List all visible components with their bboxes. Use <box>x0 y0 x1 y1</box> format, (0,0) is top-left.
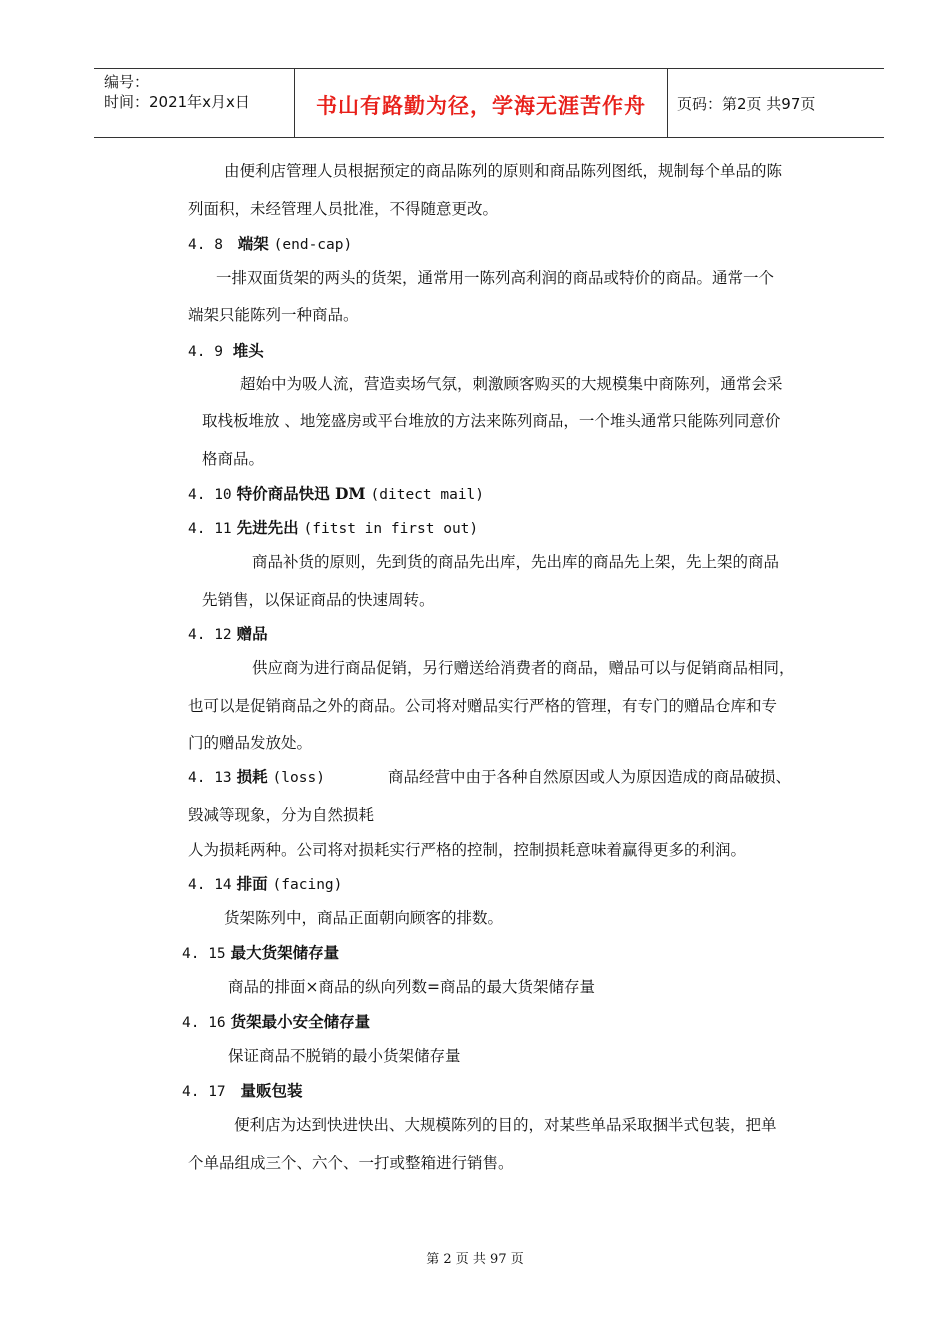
section-heading <box>188 624 268 645</box>
section-title: 堆头 <box>232 341 264 360</box>
paragraph-line: 便利店为达到快进快出、大规模陈列的目的，对某些单品采取捆半式包装，把单 <box>234 1116 777 1134</box>
paragraph-line: 也可以是促销商品之外的商品。公司将对赠品实行严格的管理，有专门的赠品仓库和专 <box>188 697 778 715</box>
section-number: 4. 15 <box>182 946 226 962</box>
section-number: 4. 17 <box>182 1084 226 1100</box>
section-heading <box>188 874 342 895</box>
paragraph-line: 货架陈列中，商品正面朝向顾客的排数。 <box>224 909 504 927</box>
paragraph-line: 商品补货的原则，先到货的商品先出库，先出库的商品先上架，先上架的商品 <box>252 553 780 571</box>
header-motto: 书山有路勤为径，学海无涯苦作舟 <box>316 94 646 118</box>
section-english-term: (facing) <box>272 877 343 893</box>
section-title: 量贩包装 <box>240 1081 303 1100</box>
paragraph-line: 供应商为进行商品促销，另行赠送给消费者的商品，赠品可以与促销商品相同， <box>252 659 795 677</box>
section-english-term: (loss) <box>272 770 325 786</box>
header-page-number: 页码：第2页 共97页 <box>677 95 816 113</box>
section-title: 端架 <box>237 234 269 253</box>
section-heading <box>182 1081 302 1102</box>
section-number: 4. 9 <box>188 344 223 360</box>
paragraph-line: 保证商品不脱销的最小货架储存量 <box>228 1047 461 1065</box>
document-time-label: 时间：2021年x月x日 <box>104 93 250 111</box>
section-title: 特价商品快迅 DM <box>236 484 366 503</box>
section-title: 排面 <box>236 874 268 893</box>
section-heading <box>188 518 478 539</box>
paragraph-line: 人为损耗两种。公司将对损耗实行严格的控制，控制损耗意味着赢得更多的利润。 <box>188 841 747 859</box>
document-header <box>94 68 884 138</box>
paragraph-line: 超始中为吸人流，营造卖场气氛，刺激顾客购买的大规模集中商陈列，通常会采 <box>240 375 783 393</box>
section-title: 损耗 <box>236 767 268 786</box>
section-number: 4. 8 <box>188 237 223 253</box>
section-heading <box>188 767 325 788</box>
section-heading <box>188 234 352 255</box>
header-page-cell <box>667 69 884 137</box>
section-heading <box>182 943 339 964</box>
paragraph-line: 端架只能陈列一种商品。 <box>188 306 359 324</box>
section-title: 货架最小安全储存量 <box>230 1012 371 1031</box>
paragraph-line: 商品经营中由于各种自然原因或人为原因造成的商品破损、 <box>388 768 792 786</box>
section-number: 4. 11 <box>188 521 232 537</box>
section-number: 4. 16 <box>182 1015 226 1031</box>
header-meta-cell <box>94 69 295 137</box>
paragraph-line: 毁减等现象，分为自然损耗 <box>188 806 375 824</box>
page-footer: 第 2 页 共 97 页 <box>426 1252 524 1267</box>
paragraph-line: 门的赠品发放处。 <box>188 734 313 752</box>
paragraph-line: 由便利店管理人员根据预定的商品陈列的原则和商品陈列图纸，规制每个单品的陈 <box>224 162 783 180</box>
paragraph-line: 先销售，以保证商品的快速周转。 <box>202 591 435 609</box>
paragraph-line: 商品的排面×商品的纵向列数=商品的最大货架储存量 <box>228 978 595 996</box>
section-title: 先进先出 <box>236 518 299 537</box>
paragraph-line: 列面积，未经管理人员批准，不得随意更改。 <box>188 200 499 218</box>
section-heading <box>188 484 484 505</box>
section-number: 4. 12 <box>188 627 232 643</box>
section-english-term: (ditect mail) <box>370 487 485 503</box>
section-number: 4. 13 <box>188 770 232 786</box>
paragraph-line: 格商品。 <box>202 450 265 468</box>
paragraph-line: 个单品组成三个、六个、一打或整箱进行销售。 <box>188 1154 514 1172</box>
header-motto-cell <box>294 69 668 137</box>
section-english-term: (fitst in first out) <box>303 521 479 537</box>
section-heading <box>188 341 264 362</box>
document-code-label: 编号： <box>104 73 150 91</box>
section-english-term: (end-cap) <box>273 237 353 253</box>
paragraph-line: 取栈板堆放 、地笼盛房或平台堆放的方法来陈列商品，一个堆头通常只能陈列同意价 <box>202 412 781 430</box>
section-title: 最大货架储存量 <box>230 943 340 962</box>
section-number: 4. 14 <box>188 877 232 893</box>
paragraph-line: 一排双面货架的两头的货架，通常用一陈列高利润的商品或特价的商品。通常一个 <box>216 269 775 287</box>
section-title: 赠品 <box>236 624 268 643</box>
section-number: 4. 10 <box>188 487 232 503</box>
section-heading <box>182 1012 370 1033</box>
